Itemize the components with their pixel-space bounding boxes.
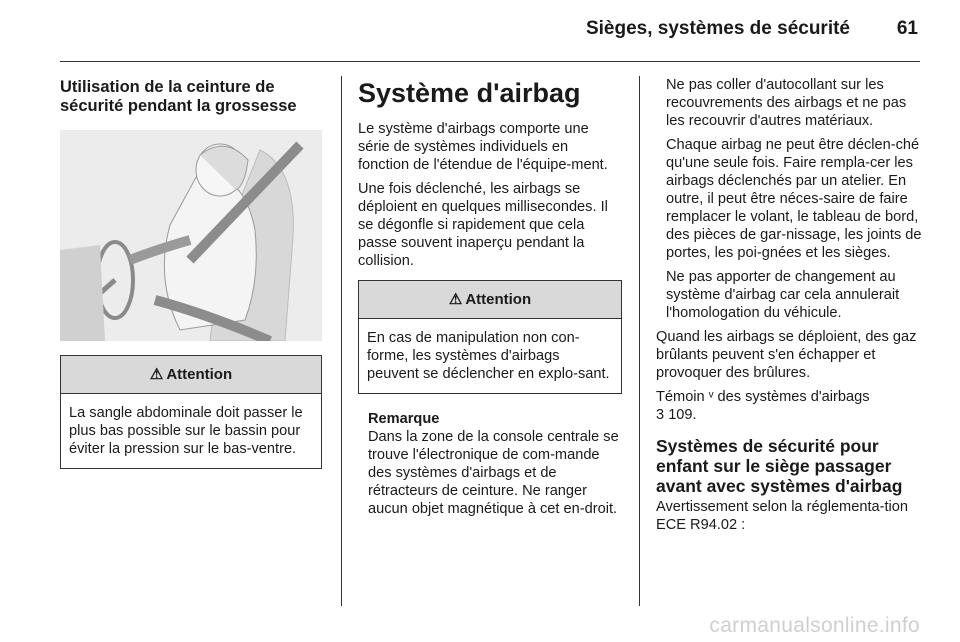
attention-header bbox=[359, 281, 621, 319]
watermark: carmanualsonline.info bbox=[709, 614, 920, 637]
paragraph-text: Témoin bbox=[656, 389, 705, 405]
middle-column bbox=[358, 76, 622, 518]
paragraph: Quand les airbags se déploient, des gaz brûlants peuvent s'en échapper et provoquer des brûlures. bbox=[656, 329, 917, 381]
left-column bbox=[60, 76, 322, 469]
main-heading: Système d'airbag bbox=[358, 78, 581, 108]
note-title: Remarque bbox=[368, 411, 440, 427]
header-rule bbox=[60, 61, 920, 62]
right-column bbox=[656, 76, 922, 540]
airbag-indicator-icon: ᵛ bbox=[708, 389, 714, 405]
illustration-svg bbox=[60, 130, 322, 341]
page-reference-arrow-icon: 3 bbox=[656, 407, 665, 423]
warning-triangle-icon: ⚠ bbox=[149, 365, 164, 383]
attention-text: En cas de manipulation non con-forme, les systèmes d'airbags peuvent se déclencher en explo-sant. bbox=[367, 330, 610, 382]
attention-title: Attention bbox=[166, 365, 233, 383]
airbag-indicator-paragraph bbox=[656, 388, 922, 424]
attention-title: Attention bbox=[465, 290, 532, 308]
note-text: Dans la zone de la console centrale se trouve l'électronique de com-mande des systèmes d'airbags et de rétracteurs de ceinture. Ne ranger aucun objet magnétique à cet en-droit. bbox=[368, 429, 619, 517]
column-divider bbox=[639, 76, 640, 606]
paragraph: Le système d'airbags comporte une série de systèmes individuels en fonction de l'étendue de l'équipe-ment. bbox=[358, 121, 608, 173]
attention-header bbox=[61, 356, 321, 394]
paragraph: Chaque airbag ne peut être déclen-ché qu'une seule fois. Faire rempla-cer les airbags déclenchés par un atelier. En outre, il peut être néces-saire de faire remplacer le volant, le tableau de bord, des pièces de gar-nissage, les joints de portes, les poi-gnées et les sièges. bbox=[666, 137, 922, 261]
page-header-title: Sièges, systèmes de sécurité bbox=[585, 18, 850, 39]
page-number: 61 bbox=[896, 18, 918, 39]
attention-text: La sangle abdominale doit passer le plus bas possible sur le bassin pour éviter la pression sur le bas-ventre. bbox=[69, 405, 303, 457]
page-reference[interactable]: 109. bbox=[668, 407, 697, 423]
paragraph: Ne pas apporter de changement au système d'airbag car cela annulerait l'homologation du véhicule. bbox=[666, 269, 900, 321]
pregnant-seatbelt-illustration bbox=[60, 130, 322, 341]
attention-box bbox=[60, 355, 322, 469]
column-divider bbox=[341, 76, 342, 606]
warning-triangle-icon: ⚠ bbox=[448, 290, 463, 308]
paragraph: Une fois déclenché, les airbags se déploient en quelques millisecondes. Il se dégonfle si rapidement que cela passe souvent inaperçu pendant la collision. bbox=[358, 181, 608, 269]
section-heading: Utilisation de la ceinture de sécurité pendant la grossesse bbox=[60, 78, 297, 115]
paragraph: Avertissement selon la réglementa-tion ECE R94.02 : bbox=[656, 499, 909, 533]
paragraph-text: des systèmes d'airbags bbox=[717, 389, 870, 405]
paragraph: Ne pas coller d'autocollant sur les recouvrements des airbags et ne pas les recouvrir d'autres matériaux. bbox=[666, 77, 907, 129]
section-heading: Systèmes de sécurité pour enfant sur le siège passager avant avec systèmes d'airbag bbox=[656, 436, 903, 496]
attention-box bbox=[358, 280, 622, 394]
